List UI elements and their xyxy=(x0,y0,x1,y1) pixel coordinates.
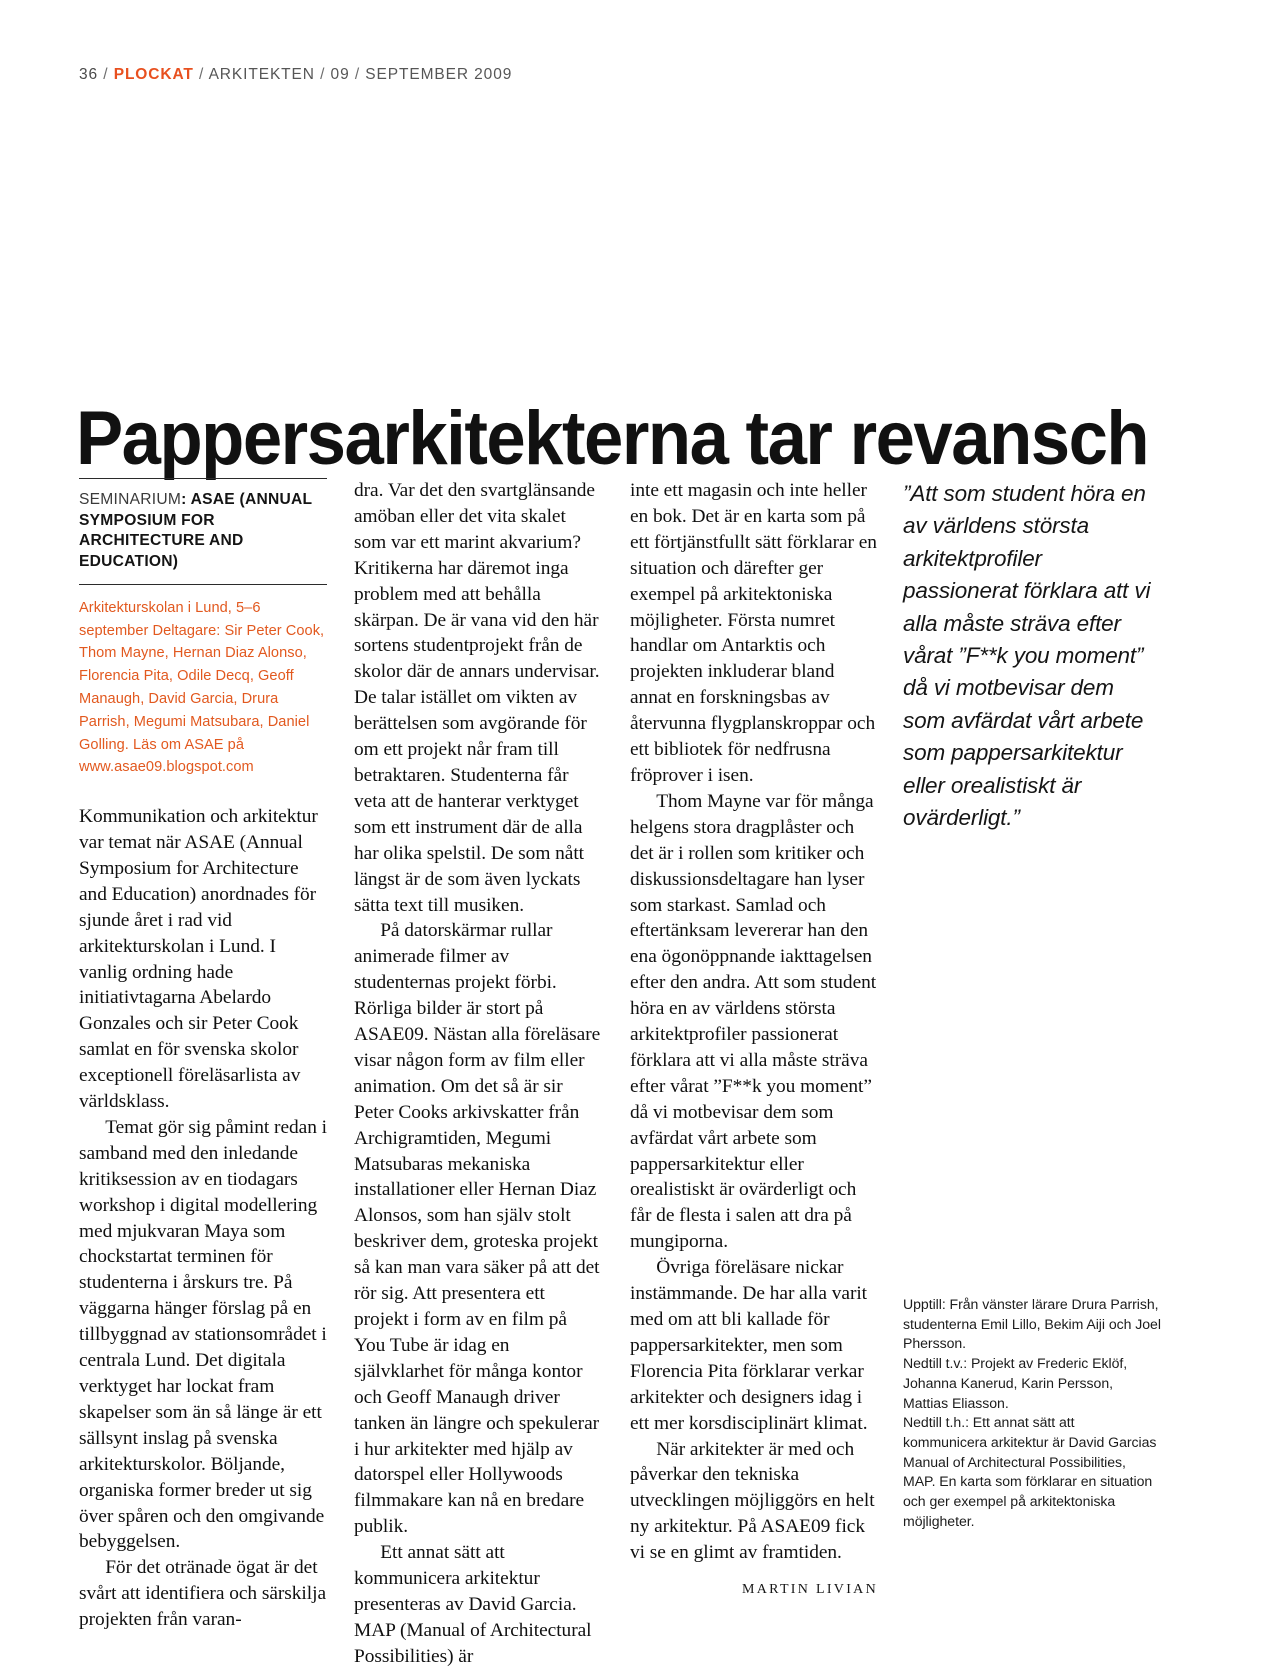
fact-box-title-text: ASAE (ANNUAL SYMPOSIUM FOR ARCHITECTURE AND EDUCATION) xyxy=(79,491,312,571)
fact-box-rule-mid xyxy=(79,584,327,585)
fact-box-label: SEMINARIUM xyxy=(79,491,182,508)
running-head-separator-3: / xyxy=(320,66,326,83)
photo-caption-block xyxy=(903,1295,1161,1532)
issue-date: SEPTEMBER 2009 xyxy=(365,66,513,83)
body-text-column-2 xyxy=(354,478,602,1670)
article-column-1 xyxy=(79,478,327,1633)
caption-line-bottom-right: Nedtill t.h.: Ett annat sätt att kommunicera arkitektur är David Garcias Manual of Architectural Possibilities, MAP. En karta som förklarar en situation och ger exempel på arkitektoniska möjligheter. xyxy=(903,1414,1157,1529)
article-column-3 xyxy=(630,478,878,1598)
paragraph: På datorskärmar rullar animerade filmer av studenternas projekt förbi. Rörliga bilder är stort på ASAE09. Nästan alla föreläsare visar någon form av film eller animation. Om det så är sir Peter Cooks arkivskatter från Archigramtiden, Megumi Matsubaras mekaniska installationer eller Hernan Diaz Alonsos, som han själv stolt beskriver dem, groteska projekt så kan man vara säker på att det rör sig. Att presentera ett projekt i form av en film på You Tube är idag en självklarhet för många kontor och Geoff Manaugh driver tanken än längre och spekulerar i hur arkitekter med hjälp av datorspel eller Hollywoods filmmakare kan nå en bredare publik. xyxy=(354,920,601,1538)
running-head-separator-1: / xyxy=(103,66,109,83)
caption-line-top: Upptill: Från vänster lärare Drura Parrish, studenterna Emil Lillo, Bekim Aiji och Joel Phersson. xyxy=(903,1296,1161,1352)
paragraph: inte ett magasin och inte heller en bok. Det är en karta som på ett förtjänstfullt sätt förklarar en situation och därefter ger exempel på arkitektoniska möjligheter. Första numret handlar om Antarktis och projekten inkluderar bland annat en forskningsbas av återvunna flygplanskroppar och ett bibliotek för nedfrusna fröprover i isen. xyxy=(630,480,877,786)
running-head-separator-2: / xyxy=(198,66,205,83)
page-title: Pappersarkitekterna tar revansch xyxy=(76,395,1149,481)
paragraph: När arkitekter är med och påverkar den tekniska utvecklingen möjliggörs en helt ny arkitektur. På ASAE09 fick vi se en glimt av framtiden. xyxy=(630,1438,875,1564)
fact-box-rule-top xyxy=(79,478,327,479)
publication-name: ARKITEKTEN xyxy=(208,66,315,83)
article-byline: MARTIN LIVIAN xyxy=(742,1582,878,1598)
seminar-fact-box xyxy=(79,478,327,779)
body-text-column-1 xyxy=(79,804,327,1633)
paragraph: Ett annat sätt att kommunicera arkitektur presenteras av David Garcia. MAP (Manual of Architectural Possibilities) är xyxy=(354,1542,592,1667)
caption-line-bottom-left: Nedtill t.v.: Projekt av Frederic Eklöf, Johanna Kanerud, Karin Persson, Mattias Eliasson. xyxy=(903,1355,1128,1411)
paragraph: För det otränade ögat är det svårt att identifiera och särskilja projekten från varan- xyxy=(79,1557,327,1631)
article-column-4 xyxy=(903,478,1161,834)
fact-box-label-separator: : xyxy=(181,491,191,508)
page-number: 36 xyxy=(79,66,99,83)
paragraph: dra. Var det den svartglänsande amöban eller det vita skalet som var ett marint akvarium? Kritikerna har däremot inga problem med att behålla skärpan. De är vana vid den här sortens studentprojekt från de skolor där de annars undervisar. De talar istället om vikten av berättelsen som avgörande för om ett projekt når fram till betraktaren. Studenterna får veta att de hanterar verktyget som ett instrument där de alla har olika spelstil. De som nått längst är de som även lyckats sätta text till musiken. xyxy=(354,480,600,916)
body-text-column-3 xyxy=(630,478,878,1566)
running-head-separator-4: / xyxy=(354,66,361,83)
article-column-2 xyxy=(354,478,602,1670)
paragraph: Thom Mayne var för många helgens stora dragplåster och det är i rollen som kritiker och diskussionsdeltagare han lyser som starkast. Samlad och eftertänksam levererar han den ena ögonöppnande iakttagelsen efter den andra. Att som student höra en av världens största arkitektprofiler passionerat förklara att vi alla måste sträva efter vårat ”F**k you moment” då vi motbevisar dem som avfärdat vårt arbete som pappersarkitektur eller orealistiskt är ovärderligt och får de flesta i salen att dra på mungiporna. xyxy=(630,790,877,1253)
issue-number: 09 xyxy=(330,66,350,83)
paragraph: Temat gör sig påmint redan i samband med den inledande kritiksession av en tiodagars workshop i digital modellering med mjukvaran Maya som chockstartat terminen för studenterna i årskurs tre. På väggarna hänger förslag på en tillbyggnad av stationsområdet i centrala Lund. Det digitala verktyget har lockat fram skapelser som än så länge är ett sällsynt inslag på svenska arkitekturskolor. Böljande, organiska former breder ut sig över spåren och den omgivande bebyggelsen. xyxy=(79,1116,327,1553)
running-head xyxy=(79,66,512,84)
pull-quote: ”Att som student höra en av världens största arkitektprofiler passionerat förklara att vi alla måste sträva efter vårat ”F**k you moment” då vi motbevisar dem som avfärdat vårt arbete som pappersarkitektur eller orealistiskt är ovärderligt.” xyxy=(903,481,1151,830)
fact-box-details: Arkitekturskolan i Lund, 5–6 september Deltagare: Sir Peter Cook, Thom Mayne, Hernan Diaz Alonso, Florencia Pita, Odile Decq, Geoff Manaugh, David Garcia, Drura Parrish, Megumi Matsubara, Daniel Golling. Läs om ASAE på www.asae09.blogspot.com xyxy=(79,599,325,776)
paragraph: Kommunikation och arkitektur var temat när ASAE (Annual Symposium for Architecture and Education) anordnades för sjunde året i rad vid arkitekturskolan i Lund. I vanlig ordning hade initiativtagarna Abelardo Gonzales och sir Peter Cook samlat en för svenska skolor exceptionell föreläsarlista av världsklass. xyxy=(79,806,318,1113)
paragraph: Övriga föreläsare nickar instämmande. De har alla varit med om att bli kallade för pappersarkitekter, men som Florencia Pita förklarar verkar arkitekter och designers idag i ett mer korsdisciplinärt klimat. xyxy=(630,1257,868,1434)
section-label: PLOCKAT xyxy=(113,66,194,83)
fact-box-title xyxy=(79,490,327,573)
